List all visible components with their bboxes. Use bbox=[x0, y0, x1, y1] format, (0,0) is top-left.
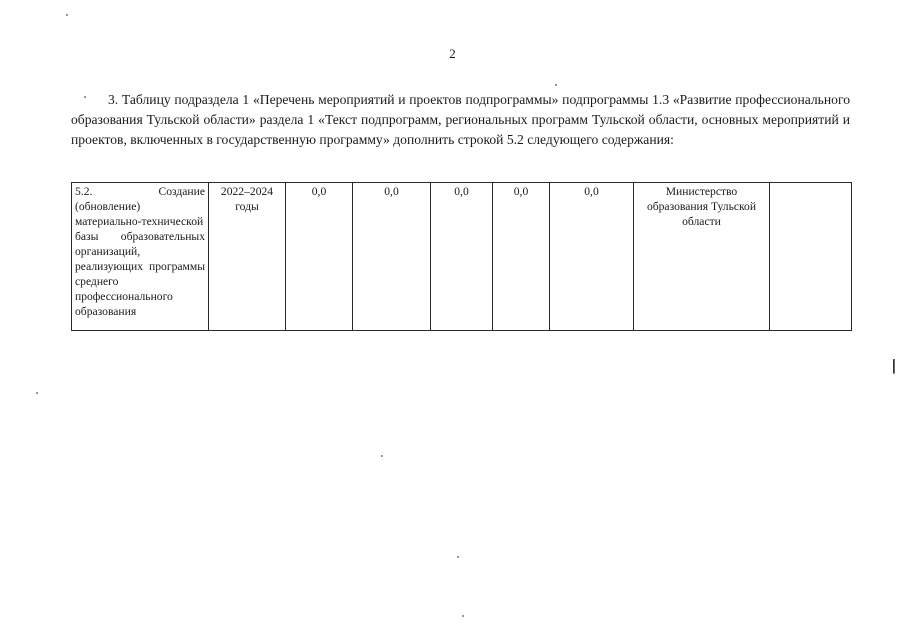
table-row bbox=[72, 183, 852, 331]
scan-speck bbox=[555, 84, 557, 86]
value-cell-4: 0,0 bbox=[493, 183, 550, 331]
executor-cell: Министерство образования Тульской области bbox=[634, 183, 770, 331]
scan-speck bbox=[457, 556, 459, 558]
activity-name-cell: 5.2. Создание (обновление) материально-технической базы образовательных организаций, реализующих программы среднего профессионального образования bbox=[72, 183, 209, 331]
scan-edge-mark: ❘ bbox=[888, 359, 900, 374]
value-cell-3: 0,0 bbox=[431, 183, 493, 331]
value-cell-1: 0,0 bbox=[286, 183, 353, 331]
value-cell-5: 0,0 bbox=[550, 183, 634, 331]
scan-speck bbox=[36, 392, 38, 394]
empty-cell bbox=[770, 183, 852, 331]
amendment-paragraph bbox=[71, 90, 850, 150]
period-cell: 2022–2024 годы bbox=[209, 183, 286, 331]
inserted-row-table bbox=[71, 182, 852, 331]
scan-speck bbox=[462, 615, 464, 617]
scan-speck bbox=[381, 455, 383, 457]
scan-speck bbox=[84, 96, 86, 98]
amendment-text: 3. Таблицу подраздела 1 «Перечень мероприятий и проектов подпрограммы» подпрограммы 1.3 «Развитие профессионального образования Тульской области» раздела 1 «Текст подпрограмм, региональных программ Тульской области, основных мероприятий и проектов, включенных в государственную программу» дополнить строкой 5.2 следующего содержания: bbox=[71, 92, 850, 147]
scan-speck bbox=[66, 14, 68, 16]
page-number: 2 bbox=[449, 46, 456, 61]
value-cell-2: 0,0 bbox=[353, 183, 431, 331]
